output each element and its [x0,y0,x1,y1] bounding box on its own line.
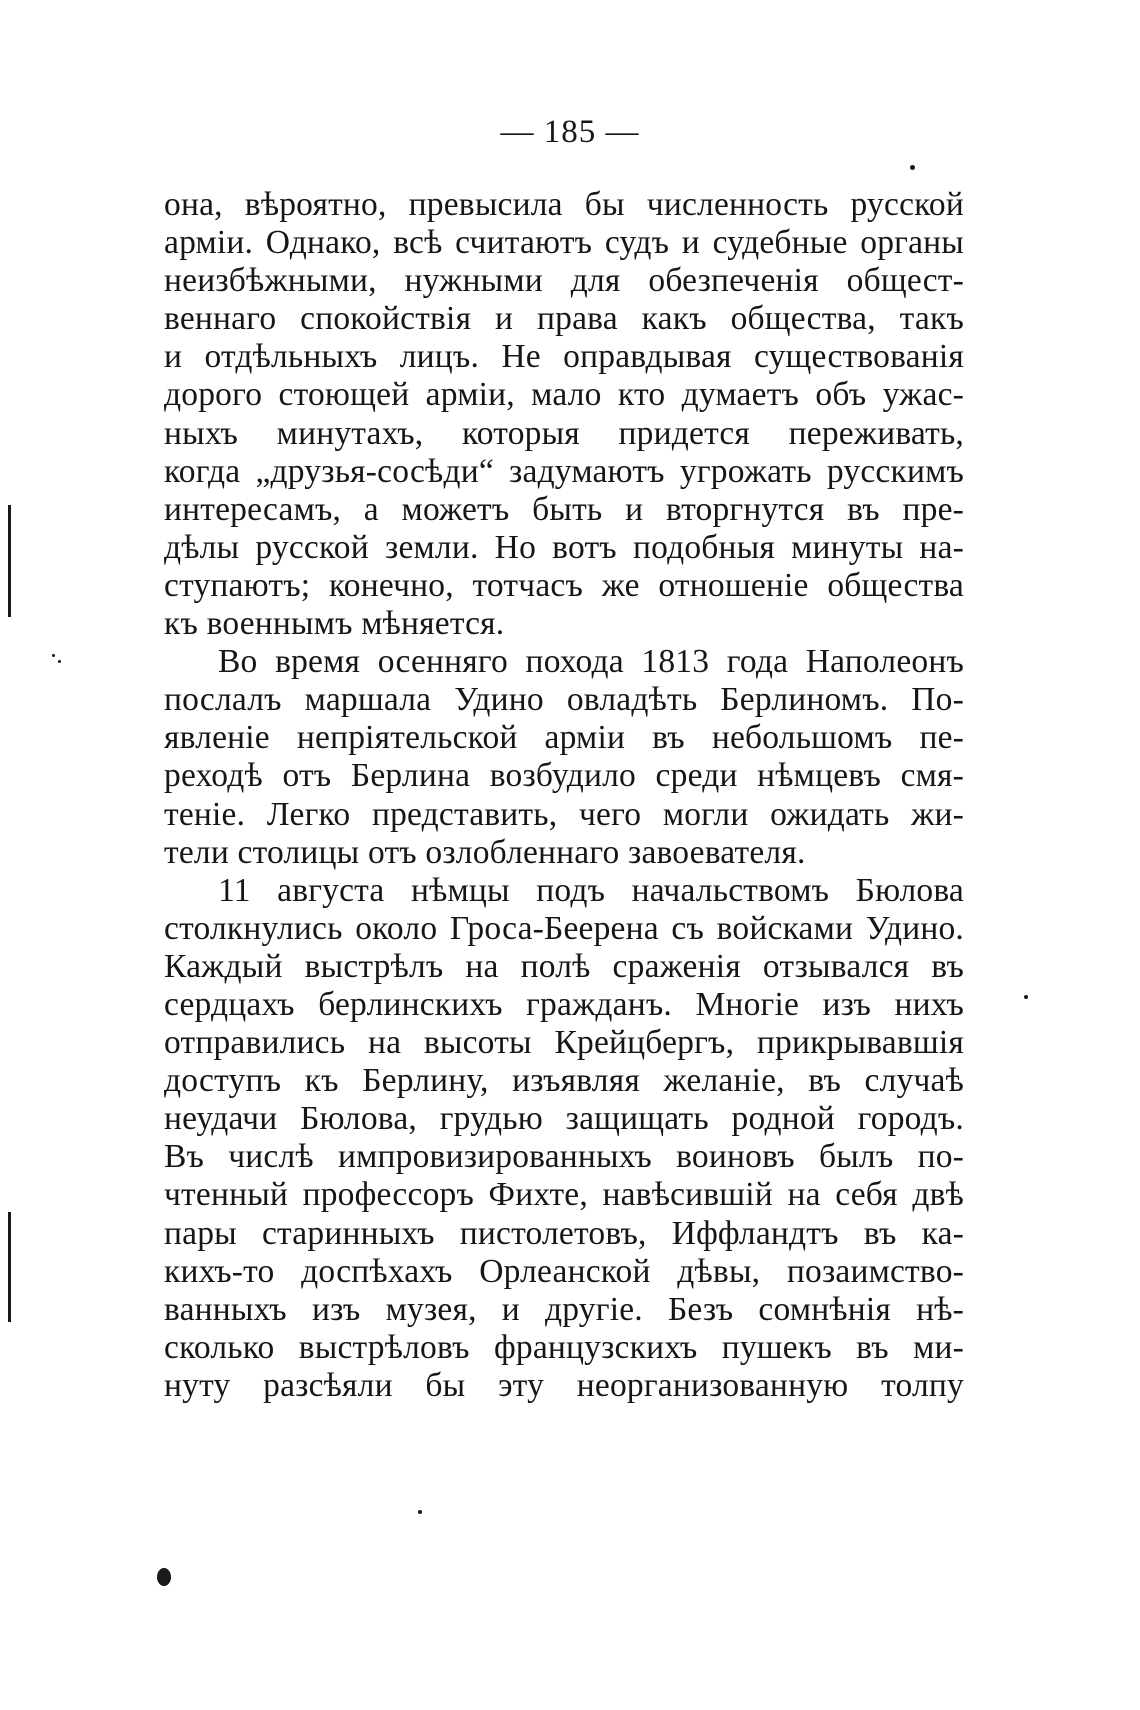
text-line: чтенный профессоръ Фихте, навѣсившій на себя двѣ [164,1176,964,1214]
text-line: сколько выстрѣловъ французскихъ пушекъ въ ми- [164,1328,964,1366]
text-line: ныхъ минутахъ, которыя придется переживать, [164,414,964,452]
paragraph-end-line: тели столицы отъ озлобленнаго завоевателя. [164,833,806,871]
text-line: пары старинныхъ пистолетовъ, Иффландтъ въ ка- [164,1214,964,1252]
text-line: столкнулись около Гроса-Беерена съ войсками Удино. [164,909,964,947]
text-line: кихъ-то доспѣхахъ Орлеанской дѣвы, позаимство- [164,1252,964,1290]
scan-margin-bar-top [8,505,11,617]
text-line: сердцахъ берлинскихъ гражданъ. Многіе изъ нихъ [164,985,964,1023]
paragraph-start-line: 11 августа нѣмцы подъ начальствомъ Бюлова [218,871,964,909]
ink-speck [58,660,61,663]
text-line: дорого стоющей арміи, мало кто думаетъ объ ужас- [164,376,964,414]
ink-speck [52,654,55,657]
text-line: нуту разсѣяли бы эту неорганизованную толпу [164,1366,964,1404]
text-line: веннаго спокойствія и права какъ общества, такъ [164,300,964,338]
text-line: отправились на высоты Крейцбергъ, прикрывавшія [164,1024,964,1062]
text-line: Въ числѣ импровизированныхъ воиновъ былъ по- [164,1138,964,1176]
text-line: доступъ къ Берлину, изъявляя желаніе, въ случаѣ [164,1062,964,1100]
text-line: интересамъ, а можетъ быть и вторгнутся въ пре- [164,490,964,528]
ink-speck [418,1510,422,1514]
text-line: ступаютъ; конечно, тотчасъ же отношеніе общества [164,566,964,604]
text-line: реходѣ отъ Берлина возбудило среди нѣмцевъ смя- [164,757,964,795]
text-line: ванныхъ изъ музея, и другіе. Безъ сомнѣнія нѣ- [164,1290,964,1328]
text-line: неудачи Бюлова, грудью защищать родной городъ. [164,1100,964,1138]
text-line: Каждый выстрѣлъ на полѣ сраженія отзывался въ [164,947,964,985]
text-line: дѣлы русской земли. Но вотъ подобныя минуты на- [164,528,964,566]
text-line: арміи. Однако, всѣ считаютъ судъ и судебные органы [164,224,964,262]
scan-margin-bar-bottom [8,1212,11,1322]
text-line: и отдѣльныхъ лицъ. Не оправдывая существованія [164,338,964,376]
text-line: послалъ маршала Удино овладѣть Берлиномъ. По- [164,681,964,719]
paragraph-end-line: къ военнымъ мѣняется. [164,605,505,643]
text-line: неизбѣжными, нужными для обезпеченія общест- [164,262,964,300]
page-number: — 185 — [500,114,640,150]
text-line: она, вѣроятно, превысила бы численность русской [164,186,964,223]
ink-speck [910,165,915,170]
body-text [164,186,964,1405]
ink-speck [1024,995,1028,999]
text-line: теніе. Легко представить, чего могли ожидать жи- [164,795,964,833]
text-line: явленіе непріятельской арміи въ небольшомъ пе- [164,719,964,757]
ink-blot [157,1568,171,1586]
text-line: когда „друзья-сосѣди“ задумаютъ угрожать русскимъ [164,452,964,490]
paragraph-start-line: Во время осенняго похода 1813 года Наполеонъ [218,643,964,681]
